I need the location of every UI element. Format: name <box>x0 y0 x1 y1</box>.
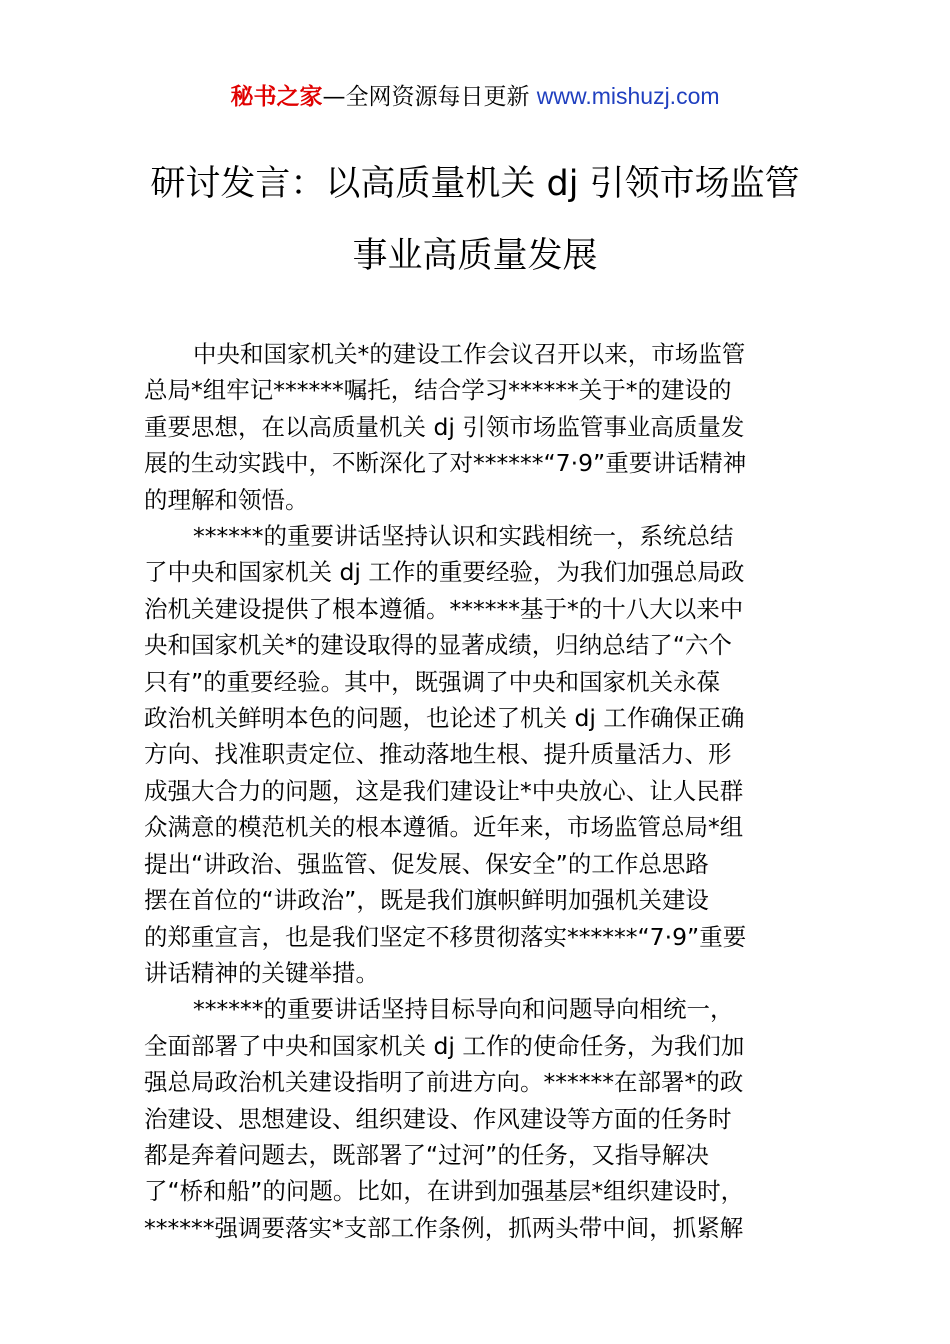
text-line: 众满意的模范机关的根本遵循。近年来，市场监管总局*组 <box>144 813 744 842</box>
text-line: 了“桥和船”的问题。比如，在讲到加强基层*组织建设时， <box>144 1177 745 1206</box>
text-line: 治机关建设提供了根本遵循。******基于*的十八大以来中 <box>144 594 744 623</box>
document-title <box>100 148 850 292</box>
text-line: 总局*组牢记******嘱托，结合学习******关于*的建设的 <box>144 376 732 405</box>
site-header <box>0 80 950 113</box>
text-line: ******强调要落实*支部工作条例，抓两头带中间，抓紧解 <box>144 1213 744 1242</box>
text-line: 央和国家机关*的建设取得的显著成绩，归纳总结了“六个 <box>144 631 732 660</box>
paragraph-1 <box>144 336 810 518</box>
text-line: 全面部署了中央和国家机关 dj 工作的使命任务，为我们加 <box>144 1031 745 1060</box>
text-line: 重要思想，在以高质量机关 dj 引领市场监管事业高质量发 <box>144 412 745 441</box>
text-line: 成强大合力的问题，这是我们建设让*中央放心、让人民群 <box>144 776 744 805</box>
site-tagline: —全网资源每日更新 <box>322 84 537 110</box>
text-line: 摆在首位的“讲政治”，既是我们旗帜鲜明加强机关建设 <box>144 886 709 915</box>
title-line: 研讨发言：以高质量机关 dj 引领市场监管 <box>150 164 800 204</box>
title-line: 事业高质量发展 <box>352 236 598 276</box>
text-line: 展的生动实践中，不断深化了对******“7·9”重要讲话精神 <box>144 449 747 478</box>
text-line: 的郑重宣言，也是我们坚定不移贯彻落实******“7·9”重要 <box>144 922 747 951</box>
text-line: 中央和国家机关*的建设工作会议召开以来，市场监管 <box>193 340 746 368</box>
text-line: 治建设、思想建设、组织建设、作风建设等方面的任务时 <box>144 1104 732 1133</box>
text-line: 方向、找准职责定位、推动落地生根、提升质量活力、形 <box>144 740 732 769</box>
text-line: 强总局政治机关建设指明了前进方向。******在部署*的政 <box>144 1068 744 1097</box>
text-line: 只有”的重要经验。其中，既强调了中央和国家机关永葆 <box>144 667 721 696</box>
site-url-link[interactable]: www.mishuzj.com <box>536 83 720 109</box>
paragraph-2 <box>144 518 810 991</box>
text-line: ******的重要讲话坚持目标导向和问题导向相统一， <box>193 995 734 1024</box>
text-line: 都是奔着问题去，既部署了“过河”的任务，又指导解决 <box>144 1140 709 1169</box>
text-line: 提出“讲政治、强监管、促发展、保安全”的工作总思路 <box>144 849 709 878</box>
text-line: ******的重要讲话坚持认识和实践相统一，系统总结 <box>193 522 734 551</box>
text-line: 讲话精神的关键举措。 <box>144 958 379 987</box>
document-body <box>144 336 810 1246</box>
paragraph-3 <box>144 991 810 1246</box>
text-line: 政治机关鲜明本色的问题，也论述了机关 dj 工作确保正确 <box>144 704 745 733</box>
site-brand: 秘书之家 <box>230 84 323 110</box>
text-line: 了中央和国家机关 dj 工作的重要经验，为我们加强总局政 <box>144 558 745 587</box>
text-line: 的理解和领悟。 <box>144 485 309 514</box>
